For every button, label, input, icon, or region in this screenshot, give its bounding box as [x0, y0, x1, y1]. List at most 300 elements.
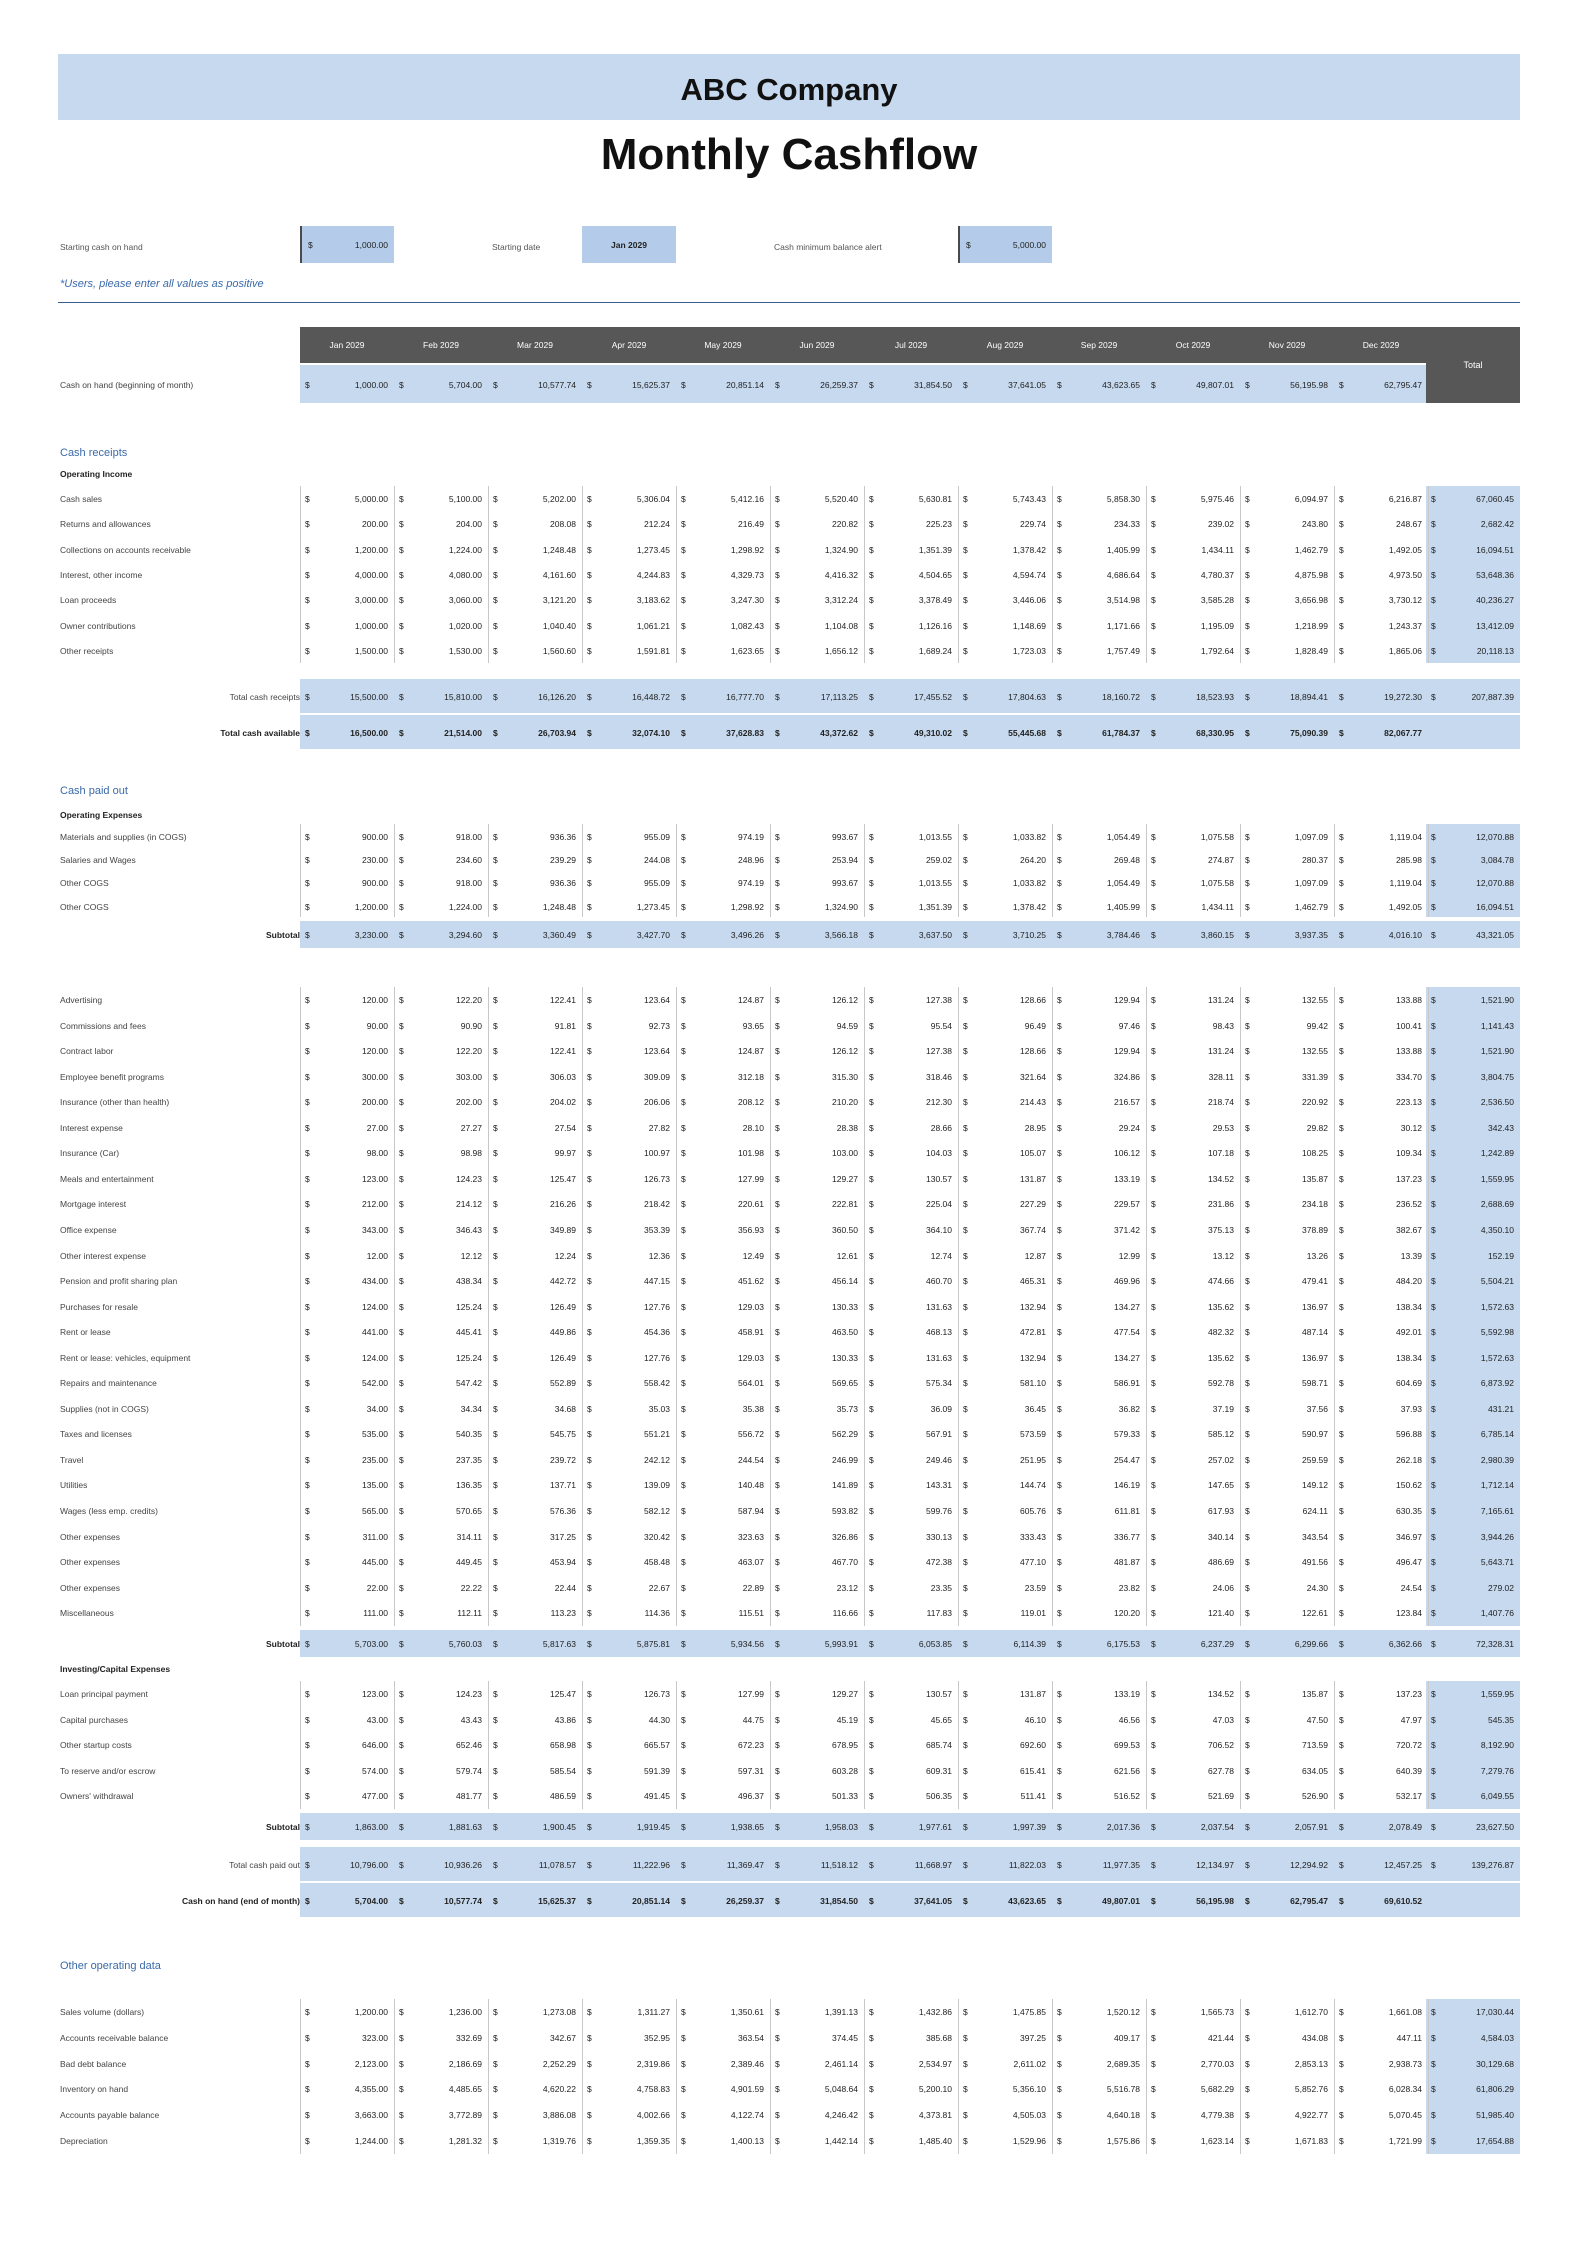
row-cell[interactable]: 5,852.76 — [1294, 2084, 1328, 2094]
row-cell[interactable]: 5,412.16 — [730, 494, 764, 504]
row-cell[interactable]: 1,273.08 — [542, 2007, 576, 2017]
row-cell[interactable]: 24.54 — [1400, 1583, 1422, 1593]
opening-cell[interactable]: 15,625.37 — [632, 380, 670, 390]
row-cell[interactable]: 331.39 — [1302, 1072, 1328, 1082]
row-cell[interactable]: 43.86 — [554, 1715, 576, 1725]
row-cell[interactable]: 27.54 — [554, 1123, 576, 1133]
row-cell[interactable]: 468.13 — [926, 1327, 952, 1337]
row-cell[interactable]: 1,281.32 — [448, 2136, 482, 2146]
row-cell[interactable]: 441.00 — [362, 1327, 388, 1337]
row-cell[interactable]: 126.73 — [644, 1689, 670, 1699]
row-cell[interactable]: 92.73 — [648, 1021, 670, 1031]
row-cell[interactable]: 98.00 — [366, 1148, 388, 1158]
row-cell[interactable]: 1,560.60 — [542, 646, 576, 656]
row-cell[interactable]: 5,356.10 — [1012, 2084, 1046, 2094]
total-cell[interactable]: 69,610.52 — [1384, 1896, 1422, 1906]
row-cell[interactable]: 27.27 — [460, 1123, 482, 1133]
row-cell[interactable]: 918.00 — [456, 832, 482, 842]
subtotal-cell[interactable]: 3,230.00 — [354, 929, 388, 940]
row-cell[interactable]: 234.33 — [1114, 519, 1140, 529]
row-cell[interactable]: 506.35 — [926, 1791, 952, 1801]
row-cell[interactable]: 2,123.00 — [354, 2059, 388, 2069]
row-cell[interactable]: 210.20 — [832, 1097, 858, 1107]
row-cell[interactable]: 630.35 — [1396, 1506, 1422, 1516]
row-cell[interactable]: 29.82 — [1306, 1123, 1328, 1133]
row-cell[interactable]: 1,350.61 — [730, 2007, 764, 2017]
row-cell[interactable]: 125.24 — [456, 1302, 482, 1312]
row-cell[interactable]: 479.41 — [1302, 1276, 1328, 1286]
total-cell[interactable]: 82,067.77 — [1384, 728, 1422, 739]
total-cell[interactable]: 15,810.00 — [444, 692, 482, 703]
row-cell[interactable]: 1,865.06 — [1388, 646, 1422, 656]
row-cell[interactable]: 1,359.35 — [636, 2136, 670, 2146]
row-cell[interactable]: 1,405.99 — [1106, 545, 1140, 555]
row-cell[interactable]: 122.20 — [456, 1046, 482, 1056]
row-cell[interactable]: 326.86 — [832, 1532, 858, 1542]
row-cell[interactable]: 685.74 — [926, 1740, 952, 1750]
subtotal-cell[interactable]: 3,784.46 — [1106, 929, 1140, 940]
row-cell[interactable]: 1,126.16 — [918, 621, 952, 631]
subtotal-cell[interactable]: 5,934.56 — [730, 1638, 764, 1649]
row-cell[interactable]: 212.30 — [926, 1097, 952, 1107]
total-cell[interactable]: 17,455.52 — [914, 692, 952, 703]
row-cell[interactable]: 132.94 — [1020, 1302, 1046, 1312]
row-cell[interactable]: 5,048.64 — [824, 2084, 858, 2094]
row-cell[interactable]: 22.67 — [648, 1583, 670, 1593]
row-cell[interactable]: 27.82 — [648, 1123, 670, 1133]
row-cell[interactable]: 1,475.85 — [1012, 2007, 1046, 2017]
row-cell[interactable]: 532.17 — [1396, 1791, 1422, 1801]
total-cell[interactable]: 16,448.72 — [632, 692, 670, 703]
row-cell[interactable]: 225.04 — [926, 1199, 952, 1209]
total-cell[interactable]: 12,134.97 — [1196, 1860, 1234, 1870]
row-cell[interactable]: 447.11 — [1396, 2033, 1422, 2043]
row-cell[interactable]: 1,075.58 — [1200, 832, 1234, 842]
row-cell[interactable]: 936.36 — [550, 832, 576, 842]
row-cell[interactable]: 1,054.49 — [1106, 832, 1140, 842]
row-cell[interactable]: 330.13 — [926, 1532, 952, 1542]
row-cell[interactable]: 37.56 — [1306, 1404, 1328, 1414]
row-cell[interactable]: 120.20 — [1114, 1608, 1140, 1618]
row-cell[interactable]: 129.94 — [1114, 995, 1140, 1005]
subtotal-cell[interactable]: 6,362.66 — [1388, 1638, 1422, 1649]
row-cell[interactable]: 127.99 — [738, 1689, 764, 1699]
row-cell[interactable]: 133.88 — [1396, 1046, 1422, 1056]
row-cell[interactable]: 257.02 — [1208, 1455, 1234, 1465]
row-cell[interactable]: 575.34 — [926, 1378, 952, 1388]
total-cell[interactable]: 11,518.12 — [820, 1860, 858, 1870]
row-cell[interactable]: 556.72 — [738, 1429, 764, 1439]
row-cell[interactable]: 596.88 — [1396, 1429, 1422, 1439]
row-cell[interactable]: 585.12 — [1208, 1429, 1234, 1439]
row-cell[interactable]: 445.00 — [362, 1557, 388, 1567]
row-cell[interactable]: 1,462.79 — [1294, 545, 1328, 555]
row-cell[interactable]: 137.23 — [1396, 1174, 1422, 1184]
row-cell[interactable]: 1,273.45 — [636, 902, 670, 912]
row-cell[interactable]: 4,686.64 — [1106, 570, 1140, 580]
row-cell[interactable]: 300.00 — [362, 1072, 388, 1082]
row-cell[interactable]: 371.42 — [1114, 1225, 1140, 1235]
row-cell[interactable]: 993.67 — [832, 832, 858, 842]
row-cell[interactable]: 303.00 — [456, 1072, 482, 1082]
row-cell[interactable]: 4,922.77 — [1294, 2110, 1328, 2120]
row-cell[interactable]: 900.00 — [362, 878, 388, 888]
row-cell[interactable]: 311.00 — [362, 1532, 388, 1542]
row-cell[interactable]: 665.57 — [644, 1740, 670, 1750]
row-cell[interactable]: 104.03 — [926, 1148, 952, 1158]
row-cell[interactable]: 27.00 — [366, 1123, 388, 1133]
row-cell[interactable]: 1,311.27 — [637, 2007, 670, 2017]
row-cell[interactable]: 122.41 — [550, 1046, 576, 1056]
row-cell[interactable]: 2,389.46 — [730, 2059, 764, 2069]
row-cell[interactable]: 90.00 — [366, 1021, 388, 1031]
subtotal-cell[interactable]: 3,937.35 — [1294, 929, 1328, 940]
row-cell[interactable]: 239.29 — [550, 855, 576, 865]
row-cell[interactable]: 124.23 — [456, 1174, 482, 1184]
row-cell[interactable]: 34.00 — [366, 1404, 388, 1414]
row-cell[interactable]: 658.98 — [550, 1740, 576, 1750]
row-cell[interactable]: 126.12 — [832, 995, 858, 1005]
row-cell[interactable]: 23.82 — [1118, 1583, 1140, 1593]
row-cell[interactable]: 474.66 — [1208, 1276, 1234, 1286]
row-cell[interactable]: 1,033.82 — [1012, 878, 1046, 888]
row-cell[interactable]: 130.57 — [926, 1174, 952, 1184]
opening-cell[interactable]: 1,000.00 — [354, 380, 388, 390]
row-cell[interactable]: 236.52 — [1396, 1199, 1422, 1209]
row-cell[interactable]: 465.31 — [1020, 1276, 1046, 1286]
row-cell[interactable]: 332.69 — [456, 2033, 482, 2043]
row-cell[interactable]: 4,640.18 — [1106, 2110, 1140, 2120]
row-cell[interactable]: 565.00 — [362, 1506, 388, 1516]
row-cell[interactable]: 135.62 — [1208, 1353, 1234, 1363]
row-cell[interactable]: 146.19 — [1114, 1480, 1140, 1490]
row-cell[interactable]: 1,200.00 — [354, 545, 388, 555]
row-cell[interactable]: 124.87 — [738, 995, 764, 1005]
row-cell[interactable]: 5,100.00 — [448, 494, 482, 504]
row-cell[interactable]: 4,161.60 — [542, 570, 576, 580]
row-cell[interactable]: 467.70 — [832, 1557, 858, 1567]
row-cell[interactable]: 1,623.65 — [730, 646, 764, 656]
row-cell[interactable]: 1,236.00 — [448, 2007, 482, 2017]
row-cell[interactable]: 587.94 — [738, 1506, 764, 1516]
row-cell[interactable]: 367.74 — [1020, 1225, 1046, 1235]
row-cell[interactable]: 356.93 — [738, 1225, 764, 1235]
row-cell[interactable]: 454.36 — [644, 1327, 670, 1337]
row-cell[interactable]: 3,585.28 — [1200, 595, 1234, 605]
row-cell[interactable]: 1,391.13 — [824, 2007, 858, 2017]
total-cell[interactable]: 11,977.35 — [1102, 1860, 1140, 1870]
row-cell[interactable]: 481.87 — [1114, 1557, 1140, 1567]
row-cell[interactable]: 237.35 — [456, 1455, 482, 1465]
row-cell[interactable]: 486.69 — [1208, 1557, 1234, 1567]
row-cell[interactable]: 1,097.09 — [1294, 878, 1328, 888]
row-cell[interactable]: 1,224.00 — [448, 545, 482, 555]
row-cell[interactable]: 3,656.98 — [1294, 595, 1328, 605]
opening-cell[interactable]: 62,795.47 — [1384, 380, 1422, 390]
subtotal-cell[interactable]: 3,860.15 — [1200, 929, 1234, 940]
subtotal-cell[interactable]: 3,360.49 — [542, 929, 576, 940]
row-cell[interactable]: 103.00 — [832, 1148, 858, 1158]
row-cell[interactable]: 334.70 — [1396, 1072, 1422, 1082]
row-cell[interactable]: 592.78 — [1208, 1378, 1234, 1388]
row-cell[interactable]: 570.65 — [456, 1506, 482, 1516]
row-cell[interactable]: 46.56 — [1118, 1715, 1140, 1725]
row-cell[interactable]: 5,070.45 — [1388, 2110, 1422, 2120]
row-cell[interactable]: 141.89 — [832, 1480, 858, 1490]
row-cell[interactable]: 605.76 — [1020, 1506, 1046, 1516]
row-cell[interactable]: 5,000.00 — [354, 494, 388, 504]
row-cell[interactable]: 1,485.40 — [918, 2136, 952, 2146]
row-cell[interactable]: 449.45 — [456, 1557, 482, 1567]
row-cell[interactable]: 1,442.14 — [824, 2136, 858, 2146]
row-cell[interactable]: 12.74 — [930, 1251, 952, 1261]
row-cell[interactable]: 526.90 — [1302, 1791, 1328, 1801]
row-cell[interactable]: 259.59 — [1302, 1455, 1328, 1465]
row-cell[interactable]: 617.93 — [1208, 1506, 1234, 1516]
row-cell[interactable]: 481.77 — [456, 1791, 482, 1801]
row-cell[interactable]: 243.80 — [1302, 519, 1328, 529]
row-cell[interactable]: 47.97 — [1400, 1715, 1422, 1725]
row-cell[interactable]: 254.47 — [1114, 1455, 1140, 1465]
subtotal-cell[interactable]: 1,863.00 — [354, 1822, 388, 1832]
row-cell[interactable]: 374.45 — [832, 2033, 858, 2043]
row-cell[interactable]: 122.20 — [456, 995, 482, 1005]
row-cell[interactable]: 1,200.00 — [354, 2007, 388, 2017]
row-cell[interactable]: 540.35 — [456, 1429, 482, 1439]
row-cell[interactable]: 231.86 — [1208, 1199, 1234, 1209]
total-cell[interactable]: 11,822.03 — [1008, 1860, 1046, 1870]
row-cell[interactable]: 469.96 — [1114, 1276, 1140, 1286]
row-cell[interactable]: 4,901.59 — [730, 2084, 764, 2094]
opening-cell[interactable]: 26,259.37 — [820, 380, 858, 390]
row-cell[interactable]: 652.46 — [456, 1740, 482, 1750]
row-cell[interactable]: 22.22 — [460, 1583, 482, 1593]
row-cell[interactable]: 36.82 — [1118, 1404, 1140, 1414]
row-cell[interactable]: 133.19 — [1114, 1174, 1140, 1184]
row-cell[interactable]: 100.41 — [1396, 1021, 1422, 1031]
row-cell[interactable]: 1,434.11 — [1201, 545, 1234, 555]
subtotal-cell[interactable]: 6,114.39 — [1013, 1638, 1046, 1649]
row-cell[interactable]: 1,273.45 — [636, 545, 670, 555]
row-cell[interactable]: 315.30 — [832, 1072, 858, 1082]
row-cell[interactable]: 3,312.24 — [824, 595, 858, 605]
row-cell[interactable]: 1,565.73 — [1200, 2007, 1234, 2017]
row-cell[interactable]: 112.11 — [457, 1608, 482, 1618]
row-cell[interactable]: 280.37 — [1302, 855, 1328, 865]
row-cell[interactable]: 340.14 — [1208, 1532, 1234, 1542]
row-cell[interactable]: 6,028.34 — [1388, 2084, 1422, 2094]
row-cell[interactable]: 1,195.09 — [1200, 621, 1234, 631]
row-cell[interactable]: 216.57 — [1114, 1097, 1140, 1107]
row-cell[interactable]: 1,723.03 — [1012, 646, 1046, 656]
row-cell[interactable]: 323.63 — [738, 1532, 764, 1542]
row-cell[interactable]: 449.86 — [550, 1327, 576, 1337]
row-cell[interactable]: 253.94 — [832, 855, 858, 865]
row-cell[interactable]: 125.47 — [550, 1174, 576, 1184]
row-cell[interactable]: 1,591.81 — [636, 646, 670, 656]
subtotal-cell[interactable]: 4,016.10 — [1388, 929, 1422, 940]
total-cell[interactable]: 43,623.65 — [1008, 1896, 1046, 1906]
subtotal-cell[interactable]: 1,919.45 — [636, 1822, 670, 1832]
row-cell[interactable]: 135.87 — [1302, 1174, 1328, 1184]
row-cell[interactable]: 136.35 — [456, 1480, 482, 1490]
row-cell[interactable]: 208.08 — [550, 519, 576, 529]
opening-cell[interactable]: 49,807.01 — [1196, 380, 1234, 390]
row-cell[interactable]: 131.87 — [1020, 1689, 1046, 1699]
row-cell[interactable]: 604.69 — [1396, 1378, 1422, 1388]
total-cell[interactable]: 16,500.00 — [350, 728, 388, 739]
row-cell[interactable]: 108.25 — [1302, 1148, 1328, 1158]
row-cell[interactable]: 3,000.00 — [354, 595, 388, 605]
total-cell[interactable]: 55,445.68 — [1008, 728, 1046, 739]
row-cell[interactable]: 1,020.00 — [448, 621, 482, 631]
row-cell[interactable]: 318.46 — [926, 1072, 952, 1082]
row-cell[interactable]: 3,514.98 — [1106, 595, 1140, 605]
row-cell[interactable]: 3,183.62 — [636, 595, 670, 605]
subtotal-cell[interactable]: 5,875.81 — [636, 1638, 670, 1649]
row-cell[interactable]: 397.25 — [1020, 2033, 1046, 2043]
opening-cell[interactable]: 56,195.98 — [1290, 380, 1328, 390]
row-cell[interactable]: 4,779.38 — [1200, 2110, 1234, 2120]
row-cell[interactable]: 235.00 — [362, 1455, 388, 1465]
row-cell[interactable]: 477.00 — [362, 1791, 388, 1801]
row-cell[interactable]: 324.86 — [1114, 1072, 1140, 1082]
row-cell[interactable]: 1,033.82 — [1012, 832, 1046, 842]
row-cell[interactable]: 139.09 — [644, 1480, 670, 1490]
row-cell[interactable]: 4,504.65 — [918, 570, 952, 580]
row-cell[interactable]: 511.41 — [1020, 1791, 1046, 1801]
row-cell[interactable]: 120.00 — [362, 1046, 388, 1056]
row-cell[interactable]: 353.39 — [644, 1225, 670, 1235]
row-cell[interactable]: 1,432.86 — [918, 2007, 952, 2017]
row-cell[interactable]: 126.73 — [644, 1174, 670, 1184]
row-cell[interactable]: 137.71 — [550, 1480, 576, 1490]
row-cell[interactable]: 2,461.14 — [824, 2059, 858, 2069]
row-cell[interactable]: 672.23 — [738, 1740, 764, 1750]
starting-cash-input[interactable] — [300, 226, 394, 263]
subtotal-cell[interactable]: 6,299.66 — [1294, 1638, 1328, 1649]
row-cell[interactable]: 1,757.49 — [1106, 646, 1140, 656]
row-cell[interactable]: 562.29 — [832, 1429, 858, 1439]
row-cell[interactable]: 558.42 — [644, 1378, 670, 1388]
row-cell[interactable]: 4,875.98 — [1294, 570, 1328, 580]
row-cell[interactable]: 3,247.30 — [730, 595, 764, 605]
row-cell[interactable]: 109.34 — [1396, 1148, 1422, 1158]
total-cell[interactable]: 10,936.26 — [444, 1860, 482, 1870]
row-cell[interactable]: 12.61 — [836, 1251, 858, 1261]
row-cell[interactable]: 12.24 — [554, 1251, 576, 1261]
row-cell[interactable]: 117.83 — [926, 1608, 952, 1618]
row-cell[interactable]: 1,689.24 — [918, 646, 952, 656]
row-cell[interactable]: 1,248.48 — [542, 545, 576, 555]
row-cell[interactable]: 547.42 — [456, 1378, 482, 1388]
row-cell[interactable]: 5,975.46 — [1200, 494, 1234, 504]
subtotal-cell[interactable]: 6,053.85 — [918, 1638, 952, 1649]
row-cell[interactable]: 346.43 — [456, 1225, 482, 1235]
row-cell[interactable]: 1,244.00 — [354, 2136, 388, 2146]
row-cell[interactable]: 132.55 — [1302, 995, 1328, 1005]
row-cell[interactable]: 4,329.73 — [730, 570, 764, 580]
row-cell[interactable]: 132.55 — [1302, 1046, 1328, 1056]
row-cell[interactable]: 1,104.08 — [824, 621, 858, 631]
row-cell[interactable]: 239.02 — [1208, 519, 1234, 529]
subtotal-cell[interactable]: 2,057.91 — [1294, 1822, 1328, 1832]
row-cell[interactable]: 551.21 — [644, 1429, 670, 1439]
row-cell[interactable]: 130.57 — [926, 1689, 952, 1699]
row-cell[interactable]: 609.31 — [926, 1766, 952, 1776]
row-cell[interactable]: 3,060.00 — [448, 595, 482, 605]
row-cell[interactable]: 336.77 — [1114, 1532, 1140, 1542]
row-cell[interactable]: 434.08 — [1302, 2033, 1328, 2043]
row-cell[interactable]: 1,612.70 — [1294, 2007, 1328, 2017]
row-cell[interactable]: 385.68 — [926, 2033, 952, 2043]
row-cell[interactable]: 12.49 — [742, 1251, 764, 1261]
row-cell[interactable]: 129.94 — [1114, 1046, 1140, 1056]
row-cell[interactable]: 230.00 — [362, 855, 388, 865]
row-cell[interactable]: 900.00 — [362, 832, 388, 842]
total-cell[interactable]: 17,804.63 — [1008, 692, 1046, 703]
row-cell[interactable]: 3,772.89 — [448, 2110, 482, 2120]
row-cell[interactable]: 442.72 — [550, 1276, 576, 1286]
row-cell[interactable]: 1,319.76 — [542, 2136, 576, 2146]
subtotal-cell[interactable]: 1,977.61 — [918, 1822, 952, 1832]
row-cell[interactable]: 220.61 — [738, 1199, 764, 1209]
opening-cell[interactable]: 10,577.74 — [538, 380, 576, 390]
row-cell[interactable]: 6,094.97 — [1294, 494, 1328, 504]
row-cell[interactable]: 234.60 — [456, 855, 482, 865]
row-cell[interactable]: 122.61 — [1302, 1608, 1328, 1618]
row-cell[interactable]: 13.12 — [1212, 1251, 1234, 1261]
row-cell[interactable]: 216.26 — [550, 1199, 576, 1209]
row-cell[interactable]: 1,828.49 — [1294, 646, 1328, 656]
row-cell[interactable]: 706.52 — [1208, 1740, 1234, 1750]
row-cell[interactable]: 1,200.00 — [354, 902, 388, 912]
row-cell[interactable]: 129.03 — [738, 1302, 764, 1312]
subtotal-cell[interactable]: 2,037.54 — [1200, 1822, 1234, 1832]
row-cell[interactable]: 451.62 — [738, 1276, 764, 1286]
row-cell[interactable]: 200.00 — [362, 519, 388, 529]
row-cell[interactable]: 147.65 — [1208, 1480, 1234, 1490]
subtotal-cell[interactable]: 5,760.03 — [448, 1638, 482, 1649]
row-cell[interactable]: 4,000.00 — [354, 570, 388, 580]
row-cell[interactable]: 45.19 — [836, 1715, 858, 1725]
row-cell[interactable]: 1,492.05 — [1388, 902, 1422, 912]
total-cell[interactable]: 10,796.00 — [350, 1860, 388, 1870]
row-cell[interactable]: 1,400.13 — [730, 2136, 764, 2146]
row-cell[interactable]: 3,886.08 — [542, 2110, 576, 2120]
row-cell[interactable]: 1,082.43 — [730, 621, 764, 631]
subtotal-cell[interactable]: 5,817.63 — [542, 1638, 576, 1649]
row-cell[interactable]: 615.41 — [1020, 1766, 1046, 1776]
row-cell[interactable]: 2,770.03 — [1200, 2059, 1234, 2069]
row-cell[interactable]: 312.18 — [738, 1072, 764, 1082]
row-cell[interactable]: 131.24 — [1208, 995, 1234, 1005]
row-cell[interactable]: 244.08 — [644, 855, 670, 865]
row-cell[interactable]: 434.00 — [362, 1276, 388, 1286]
row-cell[interactable]: 246.99 — [832, 1455, 858, 1465]
total-cell[interactable]: 11,369.47 — [726, 1860, 764, 1870]
row-cell[interactable]: 567.91 — [926, 1429, 952, 1439]
row-cell[interactable]: 598.71 — [1302, 1378, 1328, 1388]
row-cell[interactable]: 646.00 — [362, 1740, 388, 1750]
row-cell[interactable]: 125.47 — [550, 1689, 576, 1699]
row-cell[interactable]: 131.24 — [1208, 1046, 1234, 1056]
row-cell[interactable]: 46.10 — [1024, 1715, 1046, 1725]
row-cell[interactable]: 487.14 — [1302, 1327, 1328, 1337]
total-cell[interactable]: 56,195.98 — [1196, 1896, 1234, 1906]
row-cell[interactable]: 955.09 — [644, 878, 670, 888]
row-cell[interactable]: 477.10 — [1020, 1557, 1046, 1567]
